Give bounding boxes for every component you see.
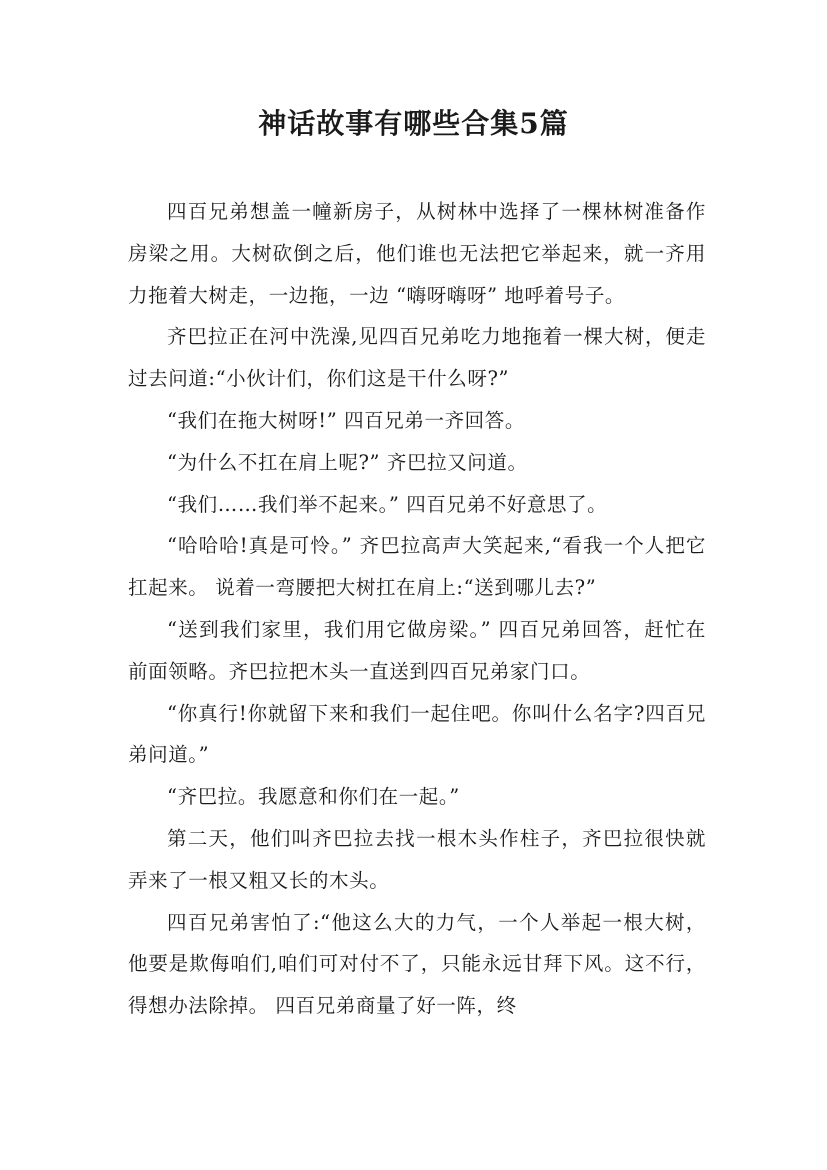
paragraph-4: “为什么不扛在肩上呢?” 齐巴拉又问道。 (167, 450, 528, 474)
paragraph-6: “哈哈哈!真是可怜。” 齐巴拉高声大笑起来,“看我一个人把它扛起来。 说着一弯腰把大树扛在肩上:“送到哪儿去?” (128, 534, 706, 600)
paragraph-3: “我们在拖大树呀!” 四百兄弟一齐回答。 (167, 408, 525, 432)
document-title: 神话故事有哪些合集5篇 (258, 107, 569, 140)
paragraph-5: “我们……我们举不起来。” 四百兄弟不好意思了。 (167, 492, 608, 516)
paragraph-1: 四百兄弟想盖一幢新房子，从树林中选择了一棵林树准备作房梁之用。大树砍倒之后，他们谁也无法把它举起来，就一齐用力拖着大树走，一边拖，一边 “嗨呀嗨呀” 地呼着号子。 (128, 200, 706, 307)
document-body (128, 191, 706, 1027)
paragraph-2: 齐巴拉正在河中洗澡,见四百兄弟吃力地拖着一棵大树，便走过去问道:“小伙计们，你们这是干什么呀?” (128, 325, 706, 391)
paragraph-9: “齐巴拉。我愿意和你们在一起。” (167, 785, 460, 809)
paragraph-11: 四百兄弟害怕了:“他这么大的力气，一个人举起一根大树，他要是欺侮咱们,咱们可对付不了，只能永远甘拜下风。这不行，得想办法除掉。 四百兄弟商量了好一阵，终 (128, 910, 706, 1018)
paragraph-7: “送到我们家里，我们用它做房梁。” 四百兄弟回答，赶忙在前面领略。齐巴拉把木头一直送到四百兄弟家门口。 (128, 617, 706, 683)
paragraph-10: 第二天，他们叫齐巴拉去找一根木头作柱子，齐巴拉很快就弄来了一根又粗又长的木头。 (128, 826, 706, 892)
paragraph-8: “你真行!你就留下来和我们一起住吧。你叫什么名字?四百兄弟问道。” (128, 701, 706, 767)
